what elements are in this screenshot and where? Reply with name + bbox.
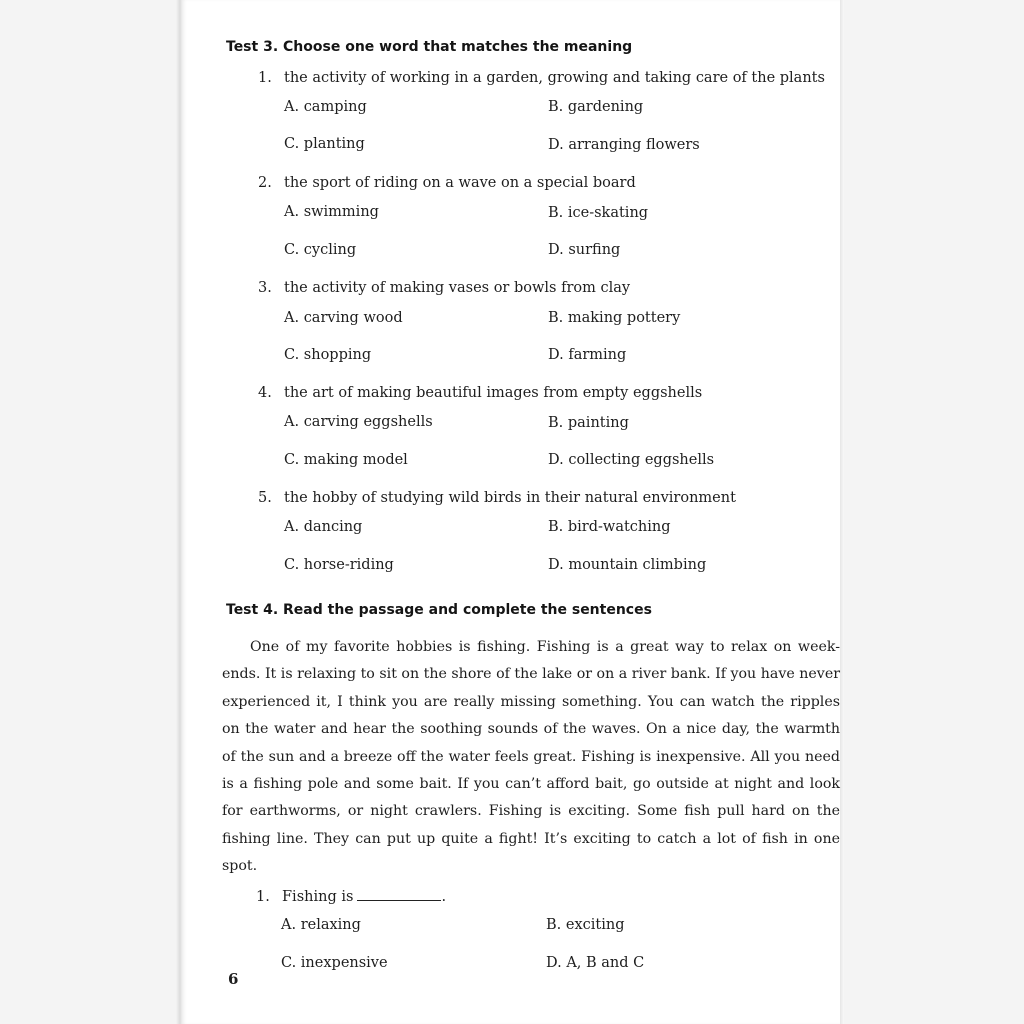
question-number: 4.: [258, 385, 272, 401]
option-d: D. collecting eggshells: [548, 452, 715, 468]
option-d: D. arranging flowers: [548, 137, 700, 153]
question-number: 1.: [258, 70, 272, 86]
option-c: C. cycling: [284, 242, 357, 258]
option-c: C. making model: [284, 452, 408, 468]
answer-blank: [357, 888, 441, 901]
question-text: the activity of working in a garden, growing and taking care of the plants: [284, 70, 825, 86]
question-number: 2.: [258, 175, 272, 191]
question-text: the art of making beautiful images from empty eggshells: [284, 385, 703, 401]
option-b: B. exciting: [546, 917, 625, 933]
option-a: A. carving wood: [284, 310, 403, 326]
question-3: [258, 280, 630, 296]
option-b: B. gardening: [548, 99, 644, 115]
option-a: A. relaxing: [281, 917, 361, 933]
question-number: 1.: [256, 889, 270, 905]
question-text: the hobby of studying wild birds in their natural environment: [284, 490, 736, 506]
question-1: [258, 70, 825, 86]
question-text: the activity of making vases or bowls from clay: [284, 280, 631, 296]
page-edge: [840, 0, 844, 1024]
option-a: A. swimming: [284, 204, 379, 220]
option-c: C. inexpensive: [281, 955, 388, 971]
test4-heading: Test 4. Read the passage and complete the sentences: [226, 602, 652, 618]
option-b: B. ice-skating: [548, 205, 649, 221]
option-a: A. dancing: [284, 519, 363, 535]
option-c: C. horse-riding: [284, 557, 394, 573]
question-number: 3.: [258, 280, 272, 296]
option-a: A. camping: [284, 99, 367, 115]
question-end: .: [441, 889, 447, 905]
question-text: Fishing is: [282, 889, 354, 905]
option-d: D. farming: [548, 347, 627, 363]
question-4: [258, 385, 702, 401]
option-b: B. bird-watching: [548, 519, 671, 535]
test4-question-1: [256, 888, 446, 905]
question-5: [258, 490, 736, 506]
test3-heading: Test 3. Choose one word that matches the meaning: [226, 39, 633, 55]
option-c: C. planting: [284, 136, 365, 152]
option-b: B. making pottery: [548, 310, 681, 326]
question-text: the sport of riding on a wave on a special board: [284, 175, 636, 191]
option-b: B. painting: [548, 415, 629, 431]
page-number: 6: [228, 970, 239, 988]
reading-passage: One of my favorite hobbies is fishing. Fishing is a great way to relax on week-ends. It is relaxing to sit on the shore of the lake or on a river bank. If you have never experienced it, I think you are really missing something. You can watch the ripples on the water and hear the soothing sounds of the waves. On a nice day, the warmth of the sun and a breeze off the water feels great. Fishing is inexpensive. All you need is a fishing pole and some bait. If you can’t afford bait, go outside at night and look for earthworms, or night crawlers. Fishing is exciting. Some fish pull hard on the fishing line. They can put up quite a fight! It’s exciting to catch a lot of fish in one spot.: [222, 639, 840, 875]
option-a: A. carving eggshells: [284, 414, 433, 430]
question-2: [258, 175, 636, 191]
option-d: D. mountain climbing: [548, 557, 707, 573]
option-d: D. surfing: [548, 242, 621, 258]
question-number: 5.: [258, 490, 272, 506]
option-c: C. shopping: [284, 347, 372, 363]
option-d: D. A, B and C: [546, 955, 645, 971]
